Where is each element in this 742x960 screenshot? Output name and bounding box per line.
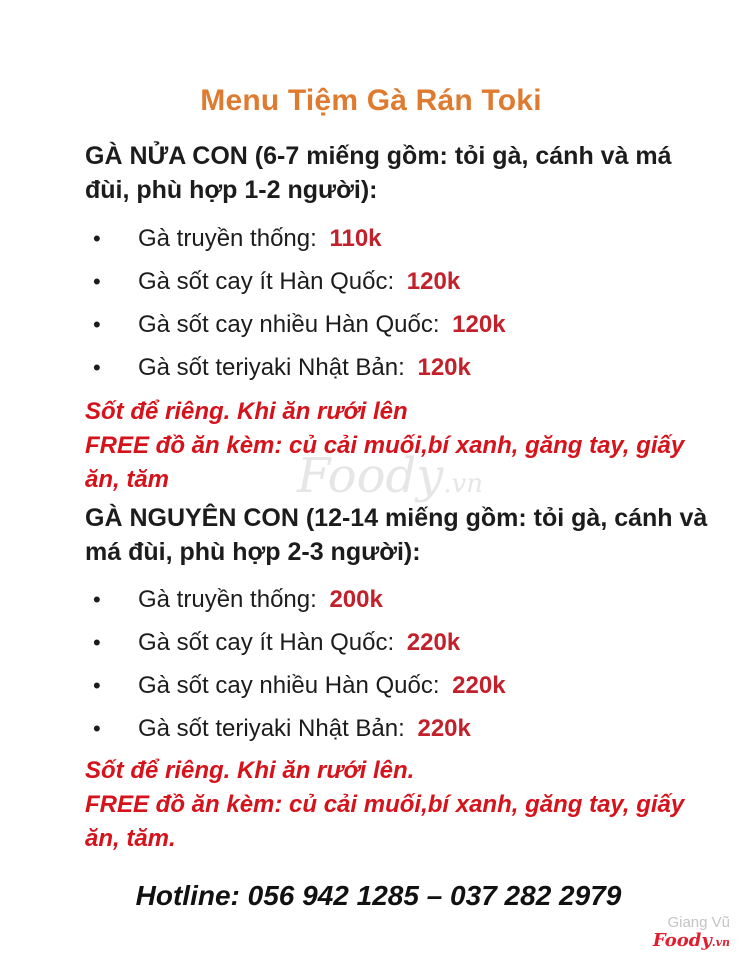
note-free-sides: FREE đồ ăn kèm: củ cải muối,bí xanh, găng tay, giấy ăn, tăm. [85, 791, 685, 852]
menu-item [85, 217, 712, 260]
section-notes [85, 754, 712, 856]
item-price: 220k [417, 715, 471, 742]
item-label: Gà sốt teriyaki Nhật Bản: [138, 354, 405, 381]
bullet-icon: • [93, 355, 101, 380]
hotline: Hotline: 056 942 1285 – 037 282 2979 [135, 880, 622, 911]
menu-item [85, 621, 712, 664]
bullet-icon: • [93, 673, 101, 698]
menu-item [85, 260, 712, 303]
note-sauce: Sốt để riêng. Khi ăn rưới lên. [85, 757, 415, 784]
section-heading: GÀ NỬA CON (6-7 miếng gồm: tỏi gà, cánh và má đùi, phù hợp 1-2 người): [85, 142, 672, 204]
item-price: 220k [406, 629, 461, 656]
foody-vn-suffix: .vn [443, 469, 484, 499]
item-label: Gà sốt cay nhiều Hàn Quốc: [138, 672, 440, 699]
item-label: Gà sốt teriyaki Nhật Bản: [138, 715, 405, 742]
menu-item [85, 664, 712, 707]
bullet-icon: • [93, 269, 101, 294]
note-free-sides: FREE đồ ăn kèm: củ cải muối,bí xanh, găng tay, giấy ăn, tăm [85, 432, 685, 493]
bullet-icon: • [93, 312, 101, 337]
item-price: 120k [417, 354, 471, 381]
item-label: Gà sốt cay ít Hàn Quốc: [138, 268, 395, 295]
foody-logo [653, 931, 730, 952]
item-price: 220k [452, 672, 506, 699]
item-label: Gà truyền thống: [138, 225, 317, 252]
note-sauce: Sốt để riêng. Khi ăn rưới lên [85, 398, 408, 425]
item-price: 200k [329, 586, 383, 613]
menu-item-list [85, 217, 712, 389]
section-whole-chicken [85, 501, 712, 856]
bullet-icon: • [93, 226, 101, 251]
item-label: Gà truyền thống: [138, 586, 317, 613]
item-price: 120k [406, 268, 461, 295]
foody-vn-suffix: .vn [711, 936, 730, 950]
foody-brand-text: Foody [652, 930, 712, 952]
page-title: Menu Tiệm Gà Rán Toki [200, 84, 542, 117]
foody-brand-text: Foody [297, 448, 444, 504]
menu-item-list [85, 578, 712, 750]
bullet-icon: • [93, 716, 101, 741]
menu-item [85, 578, 712, 621]
bullet-icon: • [93, 630, 101, 655]
section-half-chicken [85, 139, 712, 497]
author-credit: Giang Vũ [667, 914, 730, 932]
section-heading: GÀ NGUYÊN CON (12-14 miếng gồm: tỏi gà, cánh và má đùi, phù hợp 2-3 người): [85, 504, 708, 566]
item-price: 110k [329, 225, 382, 252]
section-notes [85, 395, 712, 497]
menu-item [85, 707, 712, 750]
bullet-icon: • [93, 587, 101, 612]
item-label: Gà sốt cay ít Hàn Quốc: [138, 629, 395, 656]
menu-item [85, 303, 712, 346]
menu-item [85, 346, 712, 389]
menu-content [0, 139, 742, 912]
item-price: 120k [452, 311, 506, 338]
foody-watermark-corner [653, 914, 730, 952]
item-label: Gà sốt cay nhiều Hàn Quốc: [138, 311, 440, 338]
